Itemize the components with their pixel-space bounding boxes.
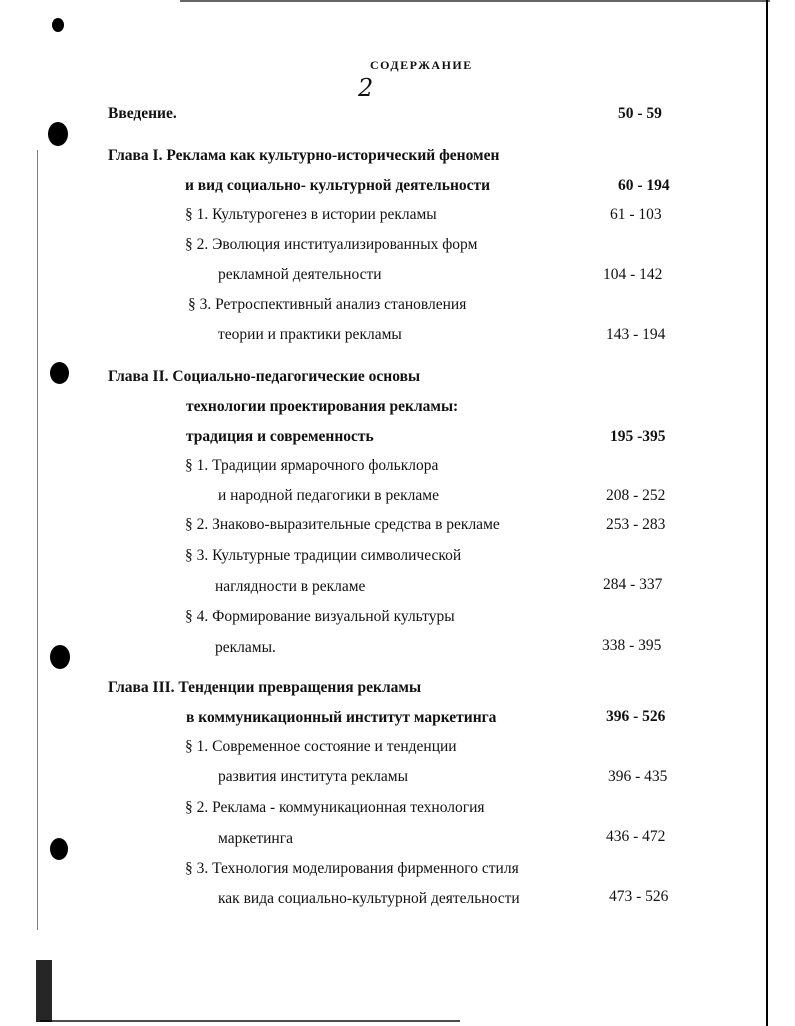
scan-edge-line (36, 960, 52, 1022)
toc-section-1-3-pages: 143 - 194 (606, 326, 666, 343)
toc-section-2-1-pages: 208 - 252 (606, 487, 666, 504)
toc-section-3-1: § 1. Современное состояние и тенденции (185, 738, 457, 755)
toc-intro-pages: 50 - 59 (618, 105, 662, 122)
page-title: СОДЕРЖАНИЕ (370, 58, 473, 72)
scan-edge-line (766, 0, 768, 1026)
binder-hole-mark (50, 645, 70, 669)
toc-section-2-4: § 4. Формирование визуальной культуры (185, 608, 455, 625)
toc-chapter-3-title: Глава III. Тенденции превращения рекламы (108, 679, 422, 696)
toc-section-2-2: § 2. Знаково-выразительные средства в рекламе (185, 516, 500, 533)
toc-section-1-2-cont: рекламной деятельности (218, 266, 382, 283)
toc-section-1-1: § 1. Культурогенез в истории рекламы (185, 206, 437, 223)
toc-intro-label: Введение. (108, 105, 177, 122)
toc-section-3-2-cont: маркетинга (218, 830, 293, 847)
toc-section-3-3-pages: 473 - 526 (609, 888, 669, 905)
toc-section-1-3: § 3. Ретроспективный анализ становления (188, 296, 467, 313)
binder-hole-mark (50, 362, 69, 384)
toc-section-1-1-pages: 61 - 103 (610, 206, 662, 223)
toc-section-3-1-pages: 396 - 435 (608, 768, 668, 785)
handwritten-page-mark: 2 (358, 74, 374, 102)
toc-section-2-1-cont: и народной педагогики в рекламе (218, 487, 439, 504)
toc-section-3-3: § 3. Технология моделирования фирменного стиля (185, 860, 519, 877)
binder-hole-mark (52, 18, 64, 32)
toc-section-2-3-pages: 284 - 337 (603, 576, 663, 593)
toc-section-2-1: § 1. Традиции ярмарочного фольклора (185, 457, 439, 474)
toc-section-2-4-pages: 338 - 395 (602, 637, 662, 654)
toc-chapter-1-title: Глава I. Реклама как культурно-исторический феномен (108, 147, 500, 164)
toc-chapter-2-pages: 195 -395 (610, 428, 666, 445)
binder-hole-mark (48, 122, 68, 146)
toc-section-2-2-pages: 253 - 283 (606, 516, 666, 533)
toc-chapter-1-pages: 60 - 194 (618, 177, 670, 194)
toc-chapter-2-title-cont: технологии проектирования рекламы: (186, 398, 459, 415)
scan-edge-line (180, 0, 770, 2)
toc-chapter-1-title-cont: и вид социально- культурной деятельности (185, 177, 491, 194)
toc-section-3-3-cont: как вида социально-культурной деятельности (218, 890, 520, 907)
toc-chapter-2-title: Глава II. Социально-педагогические основы (108, 368, 421, 385)
toc-section-3-2-pages: 436 - 472 (606, 828, 666, 845)
toc-section-1-3-cont: теории и практики рекламы (218, 326, 402, 343)
toc-section-1-2-pages: 104 - 142 (603, 266, 663, 283)
toc-section-2-4-cont: рекламы. (215, 639, 276, 656)
binder-hole-mark (50, 838, 68, 860)
scan-edge-line (40, 1020, 460, 1022)
toc-chapter-3-title-cont: в коммуникационный институт маркетинга (186, 709, 497, 726)
toc-chapter-3-pages: 396 - 526 (606, 708, 666, 725)
toc-section-1-2: § 2. Эволюция институализированных форм (185, 236, 478, 253)
scan-edge-line (37, 150, 38, 930)
toc-section-2-3: § 3. Культурные традиции символической (185, 547, 462, 564)
toc-section-3-1-cont: развития института рекламы (218, 768, 409, 785)
toc-section-3-2: § 2. Реклама - коммуникационная технология (185, 799, 485, 816)
toc-section-2-3-cont: наглядности в рекламе (215, 578, 366, 595)
toc-chapter-2-title-cont2: традиция и современность (186, 428, 374, 445)
